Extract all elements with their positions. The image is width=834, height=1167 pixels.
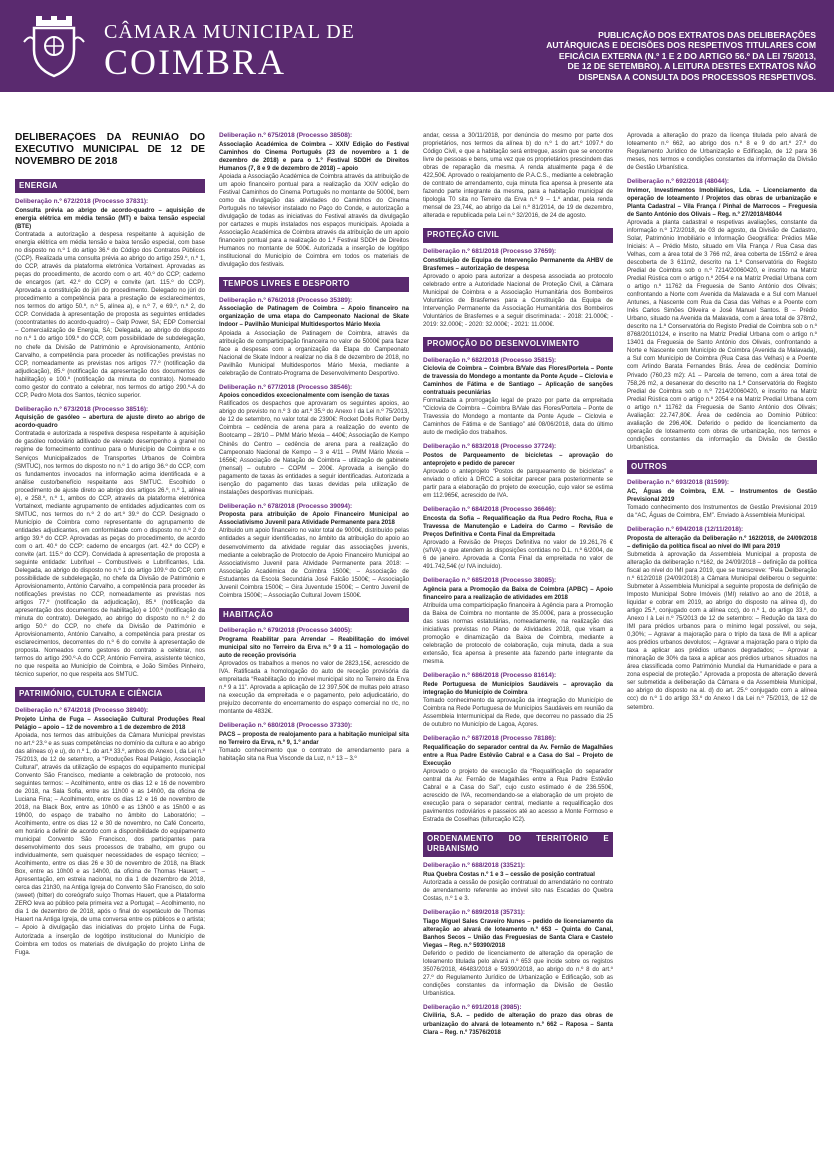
deliberation-item — [423, 577, 613, 666]
deliberation-subject: Associação de Patinagem de Coimbra – Apoio financeiro na organização de uma etapa do Campeonato Nacional de Skate Indoor – Pavilhão Municipal Multidesportos Mário Mexia — [219, 306, 409, 329]
deliberation-text: Aprovada a alteração do prazo da licença titulada pelo alvará de loteamento n.º 662, ao abrigo dos n.º 8 e 9 do art.º 27.º do Regulamento Jurídico de Urbanização e Edificação, de 12 para 36 meses, nos termos e condições constantes da informação da Divisão de Gestão Urbanística. — [627, 133, 817, 172]
deliberation-subject: Tiago Miguel Sales Craveiro Nunes – pedido de licenciamento da alteração ao alvará de loteamento n.º 653 – Quinta do Canal, Banhos Secos – União das Freguesias de Santa Clara e Castelo Viegas – Reg. n.º 59390/2018 — [423, 918, 613, 949]
deliberation-heading: Deliberação n.º 673/2018 (Processo 38516): — [15, 405, 149, 413]
deliberation-text: Tomado conhecimento dos Instrumentos de Gestão Previsional 2019 da “AC, Águas de Coimbra, EM”. Enviado à Assembleia Municipal. — [627, 505, 817, 520]
deliberation-subject: Proposta para atribuição de Apoio Financeiro Municipal ao Associativismo Juvenil para Atividade Permanente para 2018 — [219, 512, 409, 527]
section-tempos-livres: TEMPOS LIVRES E DESPORTO — [219, 277, 409, 292]
deliberation-item — [219, 297, 409, 378]
deliberation-heading: Deliberação n.º 685/2018 (Processo 38085): — [423, 577, 557, 585]
deliberation-heading: Deliberação n.º 672/2018 (Processo 37831): — [15, 198, 149, 206]
deliberation-item — [219, 627, 409, 716]
deliberation-heading: Deliberação n.º 676/2018 (Processo 35389): — [219, 296, 353, 304]
deliberation-heading: Deliberação n.º 693/2018 (81599): — [627, 479, 730, 487]
deliberation-item — [15, 198, 205, 399]
deliberation-item — [423, 506, 613, 571]
deliberation-item — [627, 479, 817, 520]
column-4 — [627, 132, 817, 1162]
deliberation-item — [423, 1004, 613, 1037]
deliberation-subject: Rua Quebra Costas n.º 1 e 3 – cessão de posição contratual — [423, 871, 595, 878]
deliberation-subject: Associação Académica de Coimbra – XXIV Edição do Festival Caminhos do Cinema Português (23 de novembro a 1 de dezembro de 2018) e para o 1.º Festival SDDH de Direitos Humanos (7, 8 e 9 de dezembro de 2018) – apoio — [219, 141, 409, 172]
deliberation-subject: Constituição de Equipa de Intervenção Permanente da AHBV de Brasfemes – autorização de despesa — [423, 257, 613, 272]
header-notice: PUBLICAÇÃO DOS EXTRATOS DAS DELIBERAÇÕES AUTÁRQUICAS E DECISÕES DOS RESPETIVOS TITULARES COM EFICÁCIA EXTERNA (N.º 1 E 2 DO ARTIGO 56.º DA LEI 75/2013, DE 12 DE SETEMBRO). A LEITURA DESTES EXTRATOS NÃO DISPENSA A CONSULTA DOS PROCESSOS RESPETIVOS. — [546, 30, 816, 82]
deliberation-subject: Postos de Parqueamento de bicicletas – aprovação do anteprojeto e pedido de parecer — [423, 453, 613, 468]
deliberation-item — [15, 406, 205, 680]
deliberation-item — [15, 707, 205, 957]
deliberation-continuation — [627, 132, 817, 172]
deliberation-text: Contratada e autorizada a respetiva despesa respeitante à aquisição de gasóleo rodoviário aditivado de elevado desempenho a granel no regime de fornecimento contínuo para o Município de Coimbra e os Serviços Municipalizados de Transportes Urbanos de Coimbra (SMTUC), nos termos do disposto no n.º 1 do artigo 36.º do CCP, com os fundamentos invocados na informação acima identificada e a análise custo/benefício respeitante aos SMTUC. Escolhido o procedimento de ajuste direto ao abrigo dos artigos 26.º, n.º 1, alínea e), e 258.º, n.º 1, ambos do CCP, através da plataforma eletrónica Vortalnext, mediante agrupamento de entidades adjudicantes com os SMTUC, nos termos do n.º 2 do art.º 39.º do CCP. Designado o Município de Coimbra como representante do agrupamento de entidades adjudicantes, em conformidade com o disposto no n.º 2 do artigo 39.º do CCP. Aprovadas as peças do procedimento, de acordo com o art. 40.º do CCP: caderno de encargos (art. 42.º do CCP) e convite (art. 115.º do CCP). Convidada à apresentação de proposta a seguinte entidade: Lubrifuel – Combustíveis e Lubrificantes, Lda. Delegada, ao abrigo do disposto no n.º 1 do artigo 109.º do CCP, com possibilidade de subdelegação, no chefe da Divisão de Património e Aprovisionamento, António Carvalho, a competência para proceder às notificações previstas no CCP, nomeadamente as previstas nos artigos 77.º (notificação da adjudicação), 85.º (notificação da apresentação dos documentos de habilitação) e 100.º (notificação da minuta do contrato). Delegado, ao abrigo do disposto no n.º 2 do artigo 50.º do CCP, no chefe da Divisão de Património e Aprovisionamento, António Carvalho, a competência para prestar os esclarecimentos, decorrentes do n.º 6 do convite à apresentação de proposta. Nomeados como gestores do contrato a celebrar, nos termos do artigo 290.º-A do CCP, António Ferreira, assistente técnico, no que respeita ao Município de Coimbra, e João Simões Pinheiro, técnico superior, no que respeita aos SMTUC. — [15, 431, 205, 679]
deliberation-subject: Ciclovia de Coimbra – Coimbra B/Vale das Flores/Portela – Ponte de travessia do Mondego a montante da Ponte Açude – Ciclovia e Caminhos de Fátima e de Santiago – Aplicação de sanções contratuais pecuniárias — [423, 366, 613, 397]
deliberation-heading: Deliberação n.º 694/2018 (12/11/2018): — [627, 526, 744, 534]
deliberation-subject: Projeto Linha de Fuga – Associação Cultural Produções Real Pelágio – apoio – 12 de novembro a 1 de dezembro de 2018 — [15, 716, 205, 731]
deliberation-text: Deferido o pedido de licenciamento de alteração da operação de loteamento titulada pelo alvará n.º 653 que incide sobre os registos 35076/2018, 46483/2018 e 59390/2018, ao abrigo do n.º 8 do art.º 27.º do Regulamento Jurídico de Urbanização e Edificação, sob as condições constantes da informação da Divisão de Gestão Urbanística. — [423, 950, 613, 997]
deliberation-subject: Rede Portuguesa de Municípios Saudáveis – aprovação da integração do Município de Coimbra — [423, 681, 613, 696]
deliberation-item — [219, 384, 409, 497]
deliberation-heading: Deliberação n.º 688/2018 (33521): — [423, 862, 526, 870]
deliberation-text: Atribuída uma comparticipação financeira à Agência para a Promoção da Baixa de Coimbra no montante de 35.000€, para a prossecução das suas normas estatutárias, nomeadamente, na realização das iniciativas previstas no Plano de Atividades 2018, que visam a promoção e dinamização da Baixa de Coimbra, mediante a celebração de protocolo de colaboração, cuja minuta, dada a sua extensão, fica apensa à presente ata fazendo parte integrante da mesma. — [423, 602, 613, 666]
deliberation-text: Tomado conhecimento que o contrato de arrendamento para a habitação sita na Rua Visconde da Luz, n.º 13 – 3.º — [219, 748, 409, 763]
deliberation-heading: Deliberação n.º 692/2018 (48044): — [627, 178, 730, 186]
page-header — [0, 0, 834, 92]
deliberation-item — [219, 503, 409, 600]
section-promocao: PROMOÇÃO DO DESENVOLVIMENTO — [423, 337, 613, 352]
deliberation-heading: Deliberação n.º 680/2018 (Processo 37330): — [219, 722, 353, 730]
section-energia: ENERGIA — [15, 179, 205, 194]
deliberation-heading: Deliberação n.º 679/2018 (Processo 34005): — [219, 627, 353, 635]
deliberation-text: Aprovados os trabalhos a menos no valor de 2823,15€, acrescido de IVA. Ratificada a homologação do auto de receção provisória da empreitada “Reabilitação do imóvel municipal sito no Terreiro da Erva n.º 9 a 11”. Aprovada a aplicação de 12 397,50€ de multas pelo atraso na execução da empreitada e o pagamento, pelo adjudicatário, do prejuízo decorrente do encerramento do espaço comercial no r/c, no montante de 4832€. — [219, 661, 409, 716]
deliberation-text: Apoiada a Associação Académica de Coimbra através da atribuição de um apoio financeiro pontual para a realização da XXIV edição do Festival Caminhos do Cinema Português no montante de 5000€, bem como da divulgação das atividades do Caminhos do Cinema Português no televisor instalado no Paço do Conde, e autorização a divulgação de todas as iniciativas do Festival através da divulgação por cartazes e mupis instalados nos espaços municipais. Apoiada a Associação Académica de Coimbra através da atribuição de um apoio financeiro pontual para a realização do 1.º Festival SDDH de Direitos Humanos no montante de 500€. Autorizada a inserção de logótipo institucional do Município de Coimbra em todos os materiais de divulgação dos festivais. — [219, 173, 409, 269]
section-patrimonio: PATRIMÓNIO, CULTURA E CIÊNCIA — [15, 687, 205, 702]
deliberation-heading: Deliberação n.º 684/2018 (Processo 36646): — [423, 506, 557, 514]
deliberation-text: andar, cessa a 30/11/2018, por denúncia do mesmo por parte dos proprietários, nos termos da alínea b) do n.º 1 do art.º 1097.º do Código Civil, e que a habitação será entregue, assim que se encontre livre de pessoas e bens, uma vez que os proprietários prescindem das obras de reparação da mesma. A renda atualmente paga é de 422,50€. Aprovado o realojamento de P.A.C.S., mediante a celebração de contrato de arrendamento, cuja minuta fica apensa à presente ata fazendo parte integrante da mesma, para a habitação municipal de tipologia T0 sita no Terreiro da Erva n.º 9 – 1.º andar, pela renda mensal de 23,74€, ao abrigo da Lei n.º 81/2014, de 19 de dezembro, alterada e republicada pela Lei n.º 32/2016, de 24 de agosto. — [423, 133, 613, 220]
content-columns — [15, 132, 820, 1162]
brand-line-2: COIMBRA — [104, 42, 287, 82]
deliberation-text: Aprovado o projeto de execução da “Requalificação do separador central da Av. Fernão de Magalhães entre a Rua Padre Estêvão Cabral e a Casa do Sal”, cujo custo estimado é de 236.550€, acrescido de IVA, recomendando-se a elaboração de um projeto de execução para o separador central, mediante a requalificação dos pavimentos rodoviários e passeios até ao acesso a Monte Formoso e Estrada de Coselhas (bifurcação IC2). — [423, 768, 613, 823]
deliberation-text: Contratada a autorização a despesa respeitante à aquisição de energia elétrica em média tensão e baixa tensão especial, com base no disposto no n.º 1 do artigo 36.º do Código dos Contratos Públicos (CCP). Realizada uma consulta prévia ao abrigo do artigo 259.º, n.º 1, do CCP, através da plataforma eletrónica Vortalnext. Aprovadas as peças do procedimento, de acordo com o art. 40.º do CCP; caderno de encargos (art. 42.º do CCP) e convite (art. 115.º do CCP). Aprovada a constituição do júri do procedimento. Delegado no júri do procedimento a competência para a prestação de esclarecimentos, nos termos do artigo 50.º, n.º 5, alínea a), e n.º 7, e 69.º, n.º 2, do CCP. Convidada à apresentação de proposta as seguintes entidades (cocontratantes do acordo-quadro) – Galp Power, SA; EDP Comercial – Comercialização de Energia, SA; Delegada, ao abrigo do disposto no n.º 1 do artigo 109.º do CCP, com possibilidade de subdelegação, no chefe da Divisão de Património e Aprovisionamento, António Carvalho, a competência para proceder às notificações previstas no CCP, nomeadamente as previstas nos artigos 77.º (notificação da adjudicação), 85.º (notificação da apresentação dos documentos de habilitação) e 100.º (notificação da minuta do contrato). Nomeado como gestor do contrato a celebrar, nos termos do artigo 290.º-A do CCP, Pedro Mota dos Santos, técnico superior. — [15, 232, 205, 399]
deliberation-item — [423, 248, 613, 329]
deliberation-text: Submetida à aprovação da Assembleia Municipal a proposta de alteração da deliberação n.º162, de 24/09/2018 – definição da política fiscal ao nível do IMI para 2019, que se transcreve: “Pela Deliberação n.º 612/2018 (24/09/2018) a Câmara Municipal deliberou o seguinte: Submeter à Assembleia Municipal a seguinte proposta de definição de Imposto Municipal Sobre Imóveis (IMI) relativo ao ano de 2018, a liquidar e cobrar em 2019, ao abrigo do disposto na alínea d), do artigo 25.º, conjugado com a alínea ccc), do n.º 1, do artigo 33.º, do Anexo I à Lei n.º 75/2013 de 12 de setembro: – Redução da taxa do IMI para prédios urbanos para o mínimo legal possível, ou seja, 0,30%; – Agravar a majoração para o triplo da taxa de IMI a aplicar aos prédios urbanos devolutos; – Agravar a majoração para o triplo da taxa a aplicar aos prédios urbanos degradados; – Aprovar a minoração de 30% da taxa a aplicar aos prédios urbanos situados na área classificada como Património Mundial da Humanidade e para a zona especial de proteção.” Aprovada a proposta de alteração deverá ser submetida a deliberação da Câmara e da Assembleia Municipal, ao abrigo do disposto na al. d) do art. 25.º conjugado com a alínea ccc) do n.º 1 do artigo 33.º do Anexo I da Lei n.º 75/2013, de 12 de setembro. — [627, 551, 817, 711]
deliberation-heading: Deliberação n.º 682/2018 (Processo 35815): — [423, 356, 557, 364]
deliberation-subject: Consulta prévia ao abrigo de acordo-quadro – aquisição de energia elétrica em média tensão (MT) e baixa tensão especial (BTE) — [15, 207, 205, 231]
deliberation-subject: Agência para a Promoção da Baixa de Coimbra (APBC) – Apoio financeiro para a realização de atividades em 2018 — [423, 586, 613, 601]
deliberation-item — [627, 178, 817, 452]
deliberation-text: Aprovado o anteprojeto “Postos de parqueamento de bicicletas” e enviado o ofício à DRCC a solicitar parecer para posteriormente se partir para a elaboração do projeto de execução, cujo valor se estima em 112.965€, acrescido de IVA. — [423, 469, 613, 500]
deliberation-item — [219, 722, 409, 763]
deliberation-heading: Deliberação n.º 683/2018 (Processo 37724): — [423, 443, 557, 451]
deliberation-subject: Requalificação do separador central da Av. Fernão de Magalhães entre a Rua Padre Estêvão Cabral e a Casa do Sal – Projeto de Execução — [423, 744, 613, 767]
deliberation-item — [423, 909, 613, 998]
deliberation-text: Ratificados os despachos que aprovaram os seguintes apoios, ao abrigo do previsto no n.º 3 do art.º 35.º do Anexo I da Lei n.º 75/2013, de 12 de setembro, no valor total de 2390€: Rocket Dolls Roller Derby Coimbra – cedência de arena para a realização do evento de Bootcamp – 28/10 – PMM Mário Mexia – 440€; Associação de Kempo Chinês do Centro – cedência de arena para a realização do Campeonato Nacional de Kempo – 3 e 4/11 – PMM Mário Mexia – 1656€; Associação de Natação de Coimbra – utilização de gabinete (mensal) – outubro – COPM – 200€. Aprovada a isenção do pagamento de taxas às entidades a seguir identificadas. Autorizada a isenção do pagamento das taxas devidas pela utilização de instalações desportivas municipais. — [219, 401, 409, 496]
deliberation-text: Apoiada a Associação de Patinagem de Coimbra, através da atribuição de comparticipação financeira no valor de 5000€ para fazer face a despesas com a organização da Etapa do Campeonato Nacional de Skate Indoor a realizar no dia 8 de dezembro de 2018, no Pavilhão Municipal Multidesportos Mário Mexia, mediante a celebração de Contrato-Programa de Desenvolvimento Desportivo. — [219, 330, 409, 377]
deliberation-heading: Deliberação n.º 686/2018 (Processo 81614): — [423, 672, 557, 680]
deliberation-heading: Deliberação n.º 678/2018 (Processo 39094): — [219, 502, 353, 510]
deliberation-text: Apoiada, nos termos das atribuições da Câmara Municipal previstas no art.º 23.º e as suas competências no domínio da cultura e ao abrigo das alíneas o) e u), do n.º 1, do art.º 33.º, ambos do Anexo I, da Lei n.º 75/2013, de 12 de setembro, a “Produções Real Pelágio, Associação Cultural”, através da utilização de espaços do equipamento municipal Convento São Francisco, mediante a celebração de protocolo, nos seguintes termos: – Acolhimento, entre os dias 12 e 16 de novembro de 2018, na Sala Sofia, entre as 11h00 e as 14h00, da oficina de Luciana Fina; – Acolhimento, entre os dias 12 e 16 de novembro de 2018, na Black Box, entre as 10h00 e as 13h00 e as 15h00 e as 19h00, do espaço de trabalho no âmbito do Laboratório; – Acolhimento, entre os dias 12 e 30 de novembro, no Café Concerto, em horário a definir de acordo com a disponibilidade do equipamento municipal Convento São Francisco, dos participantes para desenvolvimento dos seus processos de trabalho, em grupo ou individualmente, sem quaisquer necessidades de espaço técnico; – Acolhimento, entre os dias 26 e 30 de novembro de 2018, na Black Box, entre as 10h00 e as 14h00, da oficina de Thomas Hauert; – Apresentação, em estreia nacional, no dia 1 de dezembro de 2018, cerca das 21h30, na Antiga Igreja do Convento São Francisco, do solo (sweet) (bitter) do coreógrafo suíço Thomas Hauert, que a Plataforma ZERO leva ao público pela primeira vez a Portugal; – Acolhimento, no dia 1 de dezembro de 2018, após o final do espetáculo de Thomas Hauert na Antiga Igreja, de uma conversa entre os públicos e o artista; – Apoio à divulgação das iniciativas do projeto Linha de Fuga. Autorizada a inserção de logótipo institucional do Município de Coimbra em todos os materiais de divulgação do projeto Linha de Fuga. — [15, 732, 205, 956]
section-habitacao: HABITAÇÃO — [219, 608, 409, 623]
section-outros: OUTROS — [627, 460, 817, 475]
coimbra-crest-icon — [22, 14, 86, 78]
deliberation-heading: Deliberação n.º 689/2018 (35731): — [423, 908, 526, 916]
deliberation-subject: AC, Águas de Coimbra, E.M. – Instrumentos de Gestão Previsional 2019 — [627, 489, 817, 504]
deliberation-heading: Deliberação n.º 681/2018 (Processo 37659): — [423, 247, 557, 255]
deliberation-continuation — [423, 132, 613, 220]
deliberation-heading: Deliberação n.º 675/2018 (Processo 38508): — [219, 132, 353, 139]
deliberation-text: Tomado conhecimento da aprovação da integração do Município de Coimbra na Rede Portuguesa de Municípios Saudáveis em reunião da Assembleia Intermunicipal da Rede, que decorreu no passado dia 25 de outubro no Município de Lagoa, Açores. — [423, 697, 613, 728]
deliberation-subject: Programa Reabilitar para Arrendar – Reabilitação do imóvel municipal sito no Terreiro da Erva n.º 9 a 11 – homologação do auto de receção provisória — [219, 636, 409, 660]
deliberation-heading: Deliberação n.º 677/2018 (Processo 38546): — [219, 383, 353, 391]
deliberation-item — [627, 526, 817, 711]
column-2 — [219, 132, 409, 1162]
deliberation-subject: Encosta da Sofia – Requalificação da Rua Pedro Rocha, Rua e Travessa de Manutenção e Ladeira do Carmo – Revisão de Preços Definitiva e Conta Final da Empreitada — [423, 515, 613, 538]
deliberation-subject: Aquisição de gasóleo – abertura de ajuste direto ao abrigo de acordo-quadro — [15, 415, 205, 430]
deliberation-subject: Proposta de alteração da Deliberação n.º 162/2018, de 24/09/2018 – definição da política fiscal ao nível do IMI para 2019 — [627, 535, 817, 550]
deliberation-text: Formalizada a prorrogação legal de prazo por parte da empreitada “Ciclovia de Coimbra – Coimbra B/Vale das Flores/Portela – Ponte de Travessia do Mondego a montante da Ponte Açude – Ciclovia e Caminhos de Fátima e de Santiago” até 08/06/2018, data do último auto de medição dos trabalhos. — [423, 398, 613, 437]
deliberation-text: Aprovada a planta cadastral e respetivas avaliações, constante da informação n.º 172/2018, de 03 de agosto, da Divisão de Cadastro, Solar, Património Imobiliário e Informação Geográfica: Prédios Mãe Iniciais: A – Prédio Misto, situado em Vila França / Rua Casa das Velhas, com a área total de 3 766 m2, área coberta de 155m2 e área descoberta de 3 611m2, descrito na 1.ª Conservatória do Registo Predial de Coimbra sob o n.º 7214/20060420, e inscrito na Matriz Predial Rústica com o artigo n.º 2054 e na Matriz Predial Urbana com o artigo n.º 11762 da Freguesia de Santo António dos Olivais; confrontando a Norte com Avenida da Malavada e a Sul com Manuel Antunes, a Nascente com Rua da Casa das Velhas e a Poente com Inês Carlos Simões Oliveira e José Manuel Santos. B – Prédio Urbano, situado na Avenida da Malavada, com a área total de 378m2, descrito na 1.ª Conservatória do Registo Predial de Coimbra sob o n.º 8768/20110124, e inscrito na Matriz Predial Urbana com o artigo n.º 13401 da Freguesia de Santo António dos Olivais, confrontando a Norte e Nascente com Município de Coimbra (Avenida da Malavada), a Sul com Município de Coimbra (Rua Casa das Velhas) e a Poente com Arlindo Barata Fernandes Brás. Área de cedência: Domínio Privado (760,23 m2): A1 – Parcela de terreno, com a área total de 758,26 m2, a desanexar do descrito na 1.ª Conservatória do Registo Predial de Coimbra sob o n.º 7214/20060420, e inscrito na Matriz Predial Rústica com o artigo n.º 2054 e na Matriz Predial Urbana com o artigo n.º 11762 da Freguesia de Santo António dos Olivais; Avaliação: 22.747,80€. Área de cedência ao Domínio Público: avaliação de 296,40€. Deferido o pedido de licenciamento da operação de loteamento com obras de urbanização, nos termos e condições constantes da informação da Divisão de Gestão Urbanística. — [627, 219, 817, 451]
section-ordenamento: ORDENAMENTO DO TERRITÓRIO E URBANISMO — [423, 832, 613, 857]
brand-line-1: CÂMARA MUNICIPAL DE — [104, 21, 355, 43]
deliberation-heading: Deliberação n.º 687/2018 (Processo 78186): — [423, 734, 557, 742]
deliberation-subject: Invimor, Investimentos Imobiliários, Lda. – Licenciamento da operação de loteamento / Projetos das obras de urbanização e Planta Cadastral – Vila França / Pinhal de Marrocos – Freguesia de Santo António dos Olivais – Reg. n.º 27/2018/48044 — [627, 187, 817, 218]
deliberation-text: Autorizada a cessão de posição contratual do arrendatário no contrato de arrendamento referente ao imóvel sito nas Escadas do Quebra Costas, n.º 1 e 3. — [423, 879, 613, 902]
page-title: DELIBERAÇÕES DA REUNIÃO DO EXECUTIVO MUNICIPAL DE 12 DE NOVEMBRO DE 2018 — [15, 132, 205, 168]
deliberation-item — [423, 672, 613, 729]
deliberation-heading: Deliberação n.º 691/2018 (3985): — [423, 1003, 522, 1011]
deliberation-item — [423, 357, 613, 438]
deliberation-item — [423, 735, 613, 824]
deliberation-text: Aprovado o apoio para autorizar a despesa associada ao protocolo celebrado entre a Autoridade Nacional de Proteção Civil, a Câmara Municipal de Coimbra e a Associação Humanitária dos Bombeiros Voluntários de Brasfemes para a Constituição da Equipa de Intervenção Permanente da Associação Humanitária dos Bombeiros Voluntários de Brasfemes e a seguir discriminada: - 2018: 21.000€; - 2019: 32.000€; - 2020: 32.000€; - 2021: 11.000€. — [423, 273, 613, 328]
deliberation-text: Aprovado a Revisão de Preços Definitiva no valor de 19.261,76 € (s/IVA) e que atendem às disposições contidas no D.L. n.º 6/2004, de 6 de janeiro. Aprovada a Conta Final da empreitada no valor de 491.742,54€ (c/ IVA incluído). — [423, 540, 613, 571]
deliberation-subject: Civiliria, S.A. – pedido de alteração do prazo das obras de urbanização do alvará de loteamento n.º 662 – Raposa – Santa Clara – Reg. n.º 73576/2018 — [423, 1013, 613, 1036]
column-1 — [15, 132, 205, 1162]
deliberation-item — [423, 862, 613, 903]
brand — [104, 22, 355, 80]
section-protecao-civil: PROTEÇÃO CIVIL — [423, 228, 613, 243]
deliberation-subject: Apoios concedidos excecionalmente com isenção de taxas — [219, 393, 390, 400]
deliberation-item — [219, 132, 409, 269]
deliberation-text: Atribuído um apoio financeiro no valor total de 9000€, distribuído pelas entidades a seguir identificadas, no âmbito da atribuição do apoio ao desenvolvimento da atividade regular das associações juvenis, mediante a celebração de Protocolo de Apoio Financeiro Municipal ao Associativismo Juvenil para Atividade Permanente para 2018: – Associação Académica de Coimbra 1500€; – Associação de Estudantes da Escola Secundária José Falcão 1500€; – Associação Juvenil Coimbra 1500€; – Gira Juventude 1500€; – Centro Juvenil de Coimbra 1500€; – Associação Cultural Jovem 1500€. — [219, 528, 409, 599]
deliberation-item — [423, 443, 613, 500]
column-3 — [423, 132, 613, 1162]
deliberation-subject: PACS – proposta de realojamento para a habitação municipal sita no Terreiro da Erva, n.º 9, 1.º andar — [219, 731, 409, 746]
deliberation-heading: Deliberação n.º 674/2018 (Processo 38940): — [15, 707, 149, 715]
